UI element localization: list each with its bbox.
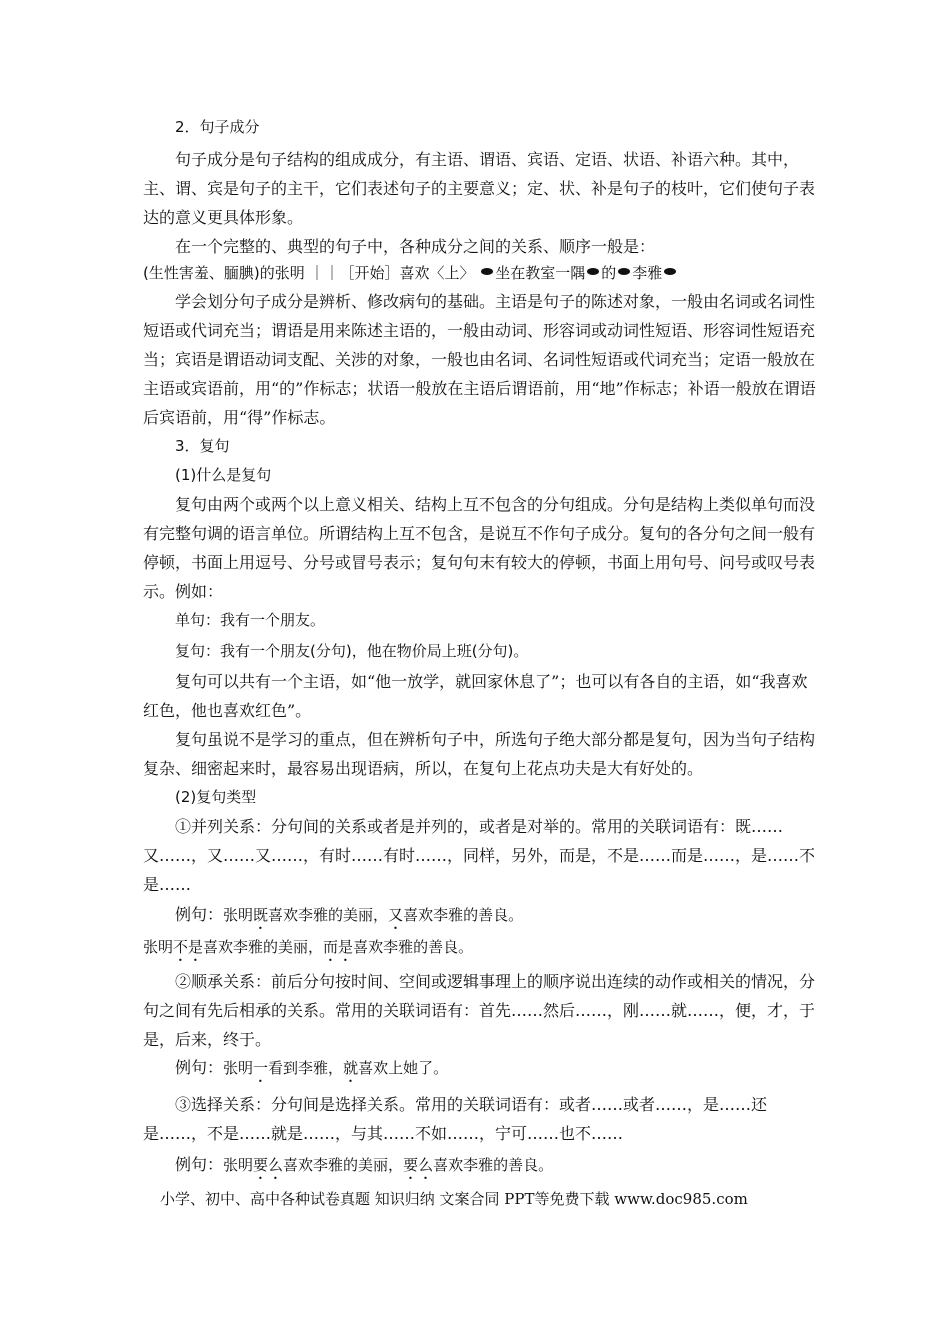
paragraph: 复句可以共有一个主语，如“他一放学，就回家休息了”；也可以有各自的主语，如“我喜欢红色，他也喜欢红色”。	[143, 672, 808, 720]
example-sequential	[143, 1053, 823, 1086]
example-label: 例句：	[175, 905, 224, 924]
section-3-type-3	[143, 1090, 823, 1148]
example-text: 张明	[223, 1156, 254, 1174]
conjunction-word: 既	[253, 906, 269, 924]
page-footer: 小学、初中、高中各种试卷真题 知识归纳 文案合同 PPT等免费下载 www.doc985.com	[160, 1190, 748, 1208]
example-complex-sentence: 复句：我有一个朋友(分句)，他在物价局上班(分句)。	[175, 642, 529, 660]
paragraph: 学会划分句子成分是辨析、修改病句的基础。主语是句子的陈述对象，一般由名词或名词性短语或代词充当；谓语是用来陈述主语的，一般由动词、形容词或动词性短语、形容词性短语充当；宾语是谓语动词支配、关涉的对象，一般也由名词、名词性短语或代词充当；定语一般放在主语或宾语前，用“的”作标志；状语一般放在主语后谓语前，用“地”作标志；补语一般放在谓语后宾语前，用“得”作标志。	[143, 292, 816, 427]
conjunction-word: 不是	[173, 938, 204, 956]
section-3-body	[143, 667, 823, 899]
example-text: 喜欢李雅的美丽，	[268, 906, 389, 924]
example-text: 张明	[143, 938, 174, 956]
example-parallel-2	[143, 933, 823, 965]
example-label: 例句：	[175, 1058, 224, 1077]
speech-bubble-icon	[587, 268, 599, 275]
example-parallel-1	[143, 900, 823, 933]
paragraph: 在一个完整的、典型的句子中，各种成分之间的关系、顺序一般是：	[175, 237, 656, 256]
diagram-text: 坐在教室一隅	[495, 264, 586, 282]
example-block	[143, 606, 823, 635]
subsection-heading: (1)什么是复句	[175, 466, 272, 484]
example-text: 张明	[223, 1059, 254, 1077]
speech-bubble-icon	[618, 268, 630, 275]
conjunction-word: 要么	[253, 1156, 284, 1174]
type-parallel-description: ①并列关系：分句间的关系或者是并列的，或者是对举的。常用的关联词语有：既……又……，又……又……，有时……有时……，同样，另外，而是，不是……而是……，是……不是……	[143, 817, 816, 894]
conjunction-word: 又	[388, 906, 404, 924]
paragraph: 复句虽说不是学习的重点，但在辨析句子中，所选句子绝大部分都是复句，因为当句子结构复杂、细密起来时，最容易出现语病，所以，在复句上花点功夫是大有好处的。	[143, 730, 816, 778]
section-3	[143, 432, 823, 606]
conjunction-word: 要么	[403, 1156, 434, 1174]
sentence-structure-diagram	[143, 259, 823, 288]
section-heading: 3．复句	[175, 437, 230, 455]
section-2	[143, 113, 823, 142]
section-2-body-2	[143, 287, 823, 432]
speech-bubble-icon	[481, 268, 493, 275]
example-label: 例句：	[175, 1155, 224, 1174]
example-single-sentence: 单句：我有一个朋友。	[175, 611, 326, 629]
example-text: 喜欢李雅的善良。	[353, 938, 474, 956]
section-2-body	[143, 145, 823, 261]
conjunction-word: 就	[343, 1059, 359, 1077]
type-choice-description: ③选择关系：分句间是选择关系。常用的关联词语有：或者……或者……，是……还是……，不是……就是……，与其……不如……，宁可……也不……	[143, 1095, 768, 1143]
paragraph: 句子成分是句子结构的组成成分，有主语、谓语、宾语、定语、状语、补语六种。其中，主、谓、宾是句子的主干，它们表述句子的主要意义；定、状、补是句子的枝叶，它们使句子表达的意义更具体形象。	[143, 150, 816, 227]
diagram-text: (生性害羞、腼腆)的张明 ｜｜［开始］喜欢〈上〉	[143, 264, 475, 282]
conjunction-word: 一	[253, 1059, 269, 1077]
example-block	[143, 637, 823, 666]
example-text: 喜欢李雅的善良。	[403, 906, 524, 924]
subsection-heading: (2)复句类型	[175, 788, 257, 806]
conjunction-word: 而是	[323, 938, 354, 956]
diagram-text: 李雅	[632, 264, 663, 282]
example-text: 喜欢李雅的美丽，	[283, 1156, 404, 1174]
example-text: 喜欢李雅的善良。	[433, 1156, 554, 1174]
paragraph: 复句由两个或两个以上意义相关、结构上互不包含的分句组成。分句是结构上类似单句而没有完整句调的语言单位。所谓结构上互不包含，是说互不作句子成分。复句的各分句之间一般有停顿，书面上用逗号、分号或冒号表示；复句句末有较大的停顿，书面上用句号、问号或叹号表示。例如：	[143, 495, 816, 601]
example-text: 喜欢上她了。	[358, 1059, 449, 1077]
example-choice	[143, 1150, 823, 1183]
diagram-text: 的	[601, 264, 617, 282]
section-heading: 2．句子成分	[175, 118, 260, 136]
example-text: 看到李雅，	[268, 1059, 344, 1077]
section-3-type-2	[143, 967, 823, 1054]
example-text: 喜欢李雅的美丽，	[203, 938, 324, 956]
example-text: 张明	[223, 906, 254, 924]
speech-bubble-icon	[664, 268, 676, 275]
type-sequential-description: ②顺承关系：前后分句按时间、空间或逻辑事理上的顺序说出连续的动作或相关的情况，分句之间有先后相承的关系。常用的关联词语有：首先……然后……，刚……就……，便，才，于是，后来，终于。	[143, 972, 816, 1049]
